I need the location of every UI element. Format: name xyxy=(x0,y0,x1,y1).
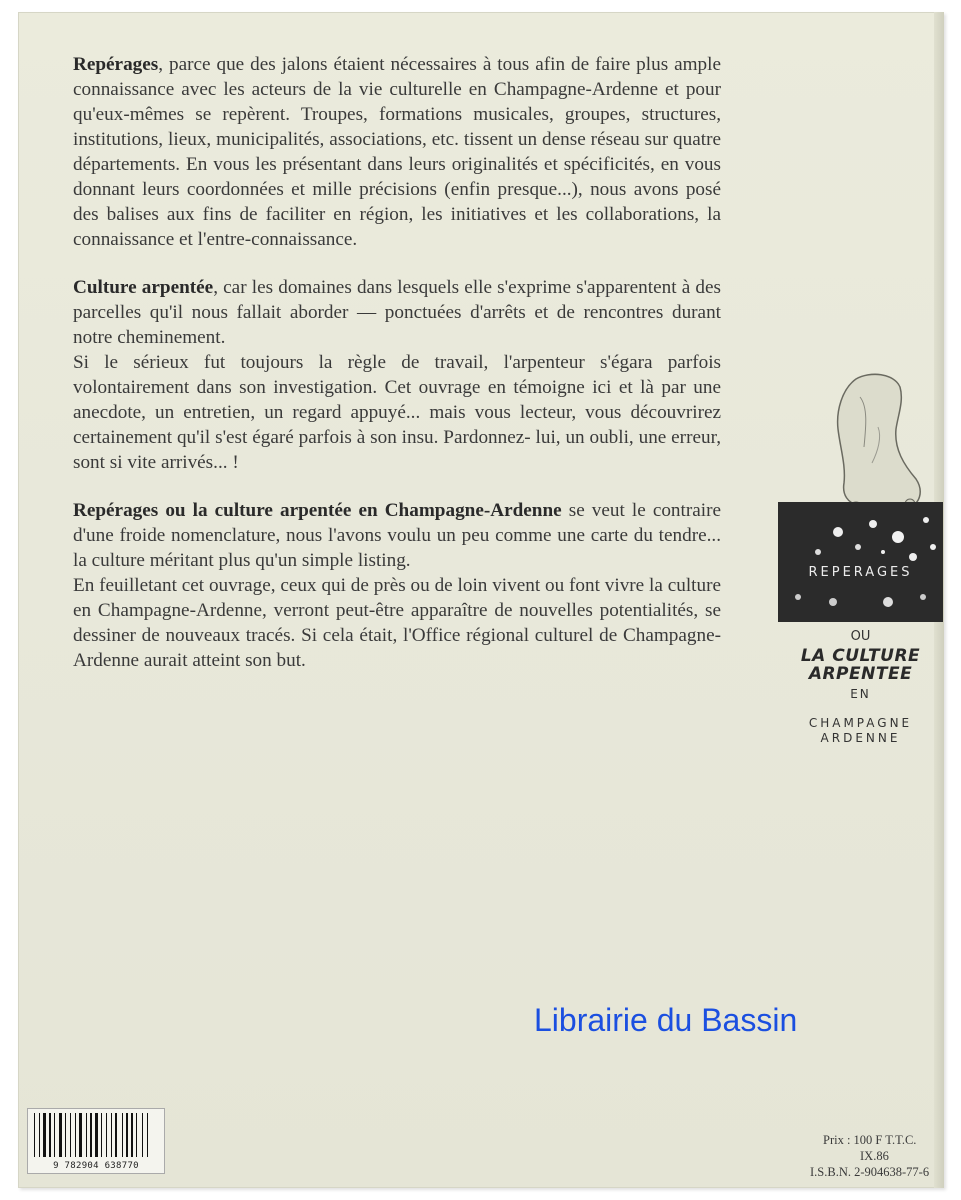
barcode-bar xyxy=(106,1113,107,1157)
barcode-bar xyxy=(54,1113,55,1157)
logo-culture-line2: ARPENTEE xyxy=(808,664,913,684)
barcode-bar xyxy=(49,1113,51,1157)
paragraph-closing: En feuilletant cet ouvrage, ceux qui de près ou de loin vivent ou font vivre la culture en Champagne-Ardenne, verront peut-être apparaître de nouvelles potentialités, se dessiner de nouveaux tracés. Si cela était, l'Office régional culturel de Champagne-Ardenne aurait atteint son but. xyxy=(73,575,721,671)
book-logo xyxy=(778,367,944,745)
barcode-bar xyxy=(111,1113,112,1157)
barcode-bar xyxy=(147,1113,148,1157)
price-isbn-block xyxy=(810,1132,950,1180)
barcode-bar xyxy=(39,1113,40,1157)
barcode-bar xyxy=(126,1113,128,1157)
logo-region-line1: CHAMPAGNE xyxy=(808,716,913,730)
isbn-line: I.S.B.N. 2-904638-77-6 xyxy=(810,1165,930,1179)
splatter-pattern xyxy=(778,502,943,622)
paragraph-reperages-body: , parce que des jalons étaient nécessaires à tous afin de faire plus ample connaissance avec les acteurs de la vie culturelle en Champagne-Ardenne et pour qu'eux-mêmes se repèrent. Troupes, formations musicales, groupes, structures, institutions, lieux, municipalités, associations, etc. tissent un dense réseau sur quatre départements. En vous les présentant dans leurs originalités et spécificités, en vous donnant leurs coordonnées et mille précisions (enfin presque...), nous avons posé des balises aux fins de faciliter en région, les initiatives et les collaborations, la connaissance et l'entre-connaissance. xyxy=(73,54,721,250)
price-line: Prix : 100 F T.T.C. xyxy=(823,1133,917,1147)
logo-region-line2: ARDENNE xyxy=(820,731,901,745)
barcode-bar xyxy=(95,1113,98,1157)
paragraph-title-statement-body: se veut le contraire d'une froide nomenclature, nous l'avons voulu un peu comme une carte du tendre... la culture méritant plus qu'un simple listing. xyxy=(73,500,721,571)
logo-en: EN xyxy=(850,687,871,701)
barcode-bar xyxy=(86,1113,87,1157)
barcode-bar xyxy=(90,1113,92,1157)
barcode-bar xyxy=(131,1113,133,1157)
barcode-bar xyxy=(43,1113,46,1157)
book-back-cover xyxy=(18,12,944,1188)
barcode-bar xyxy=(142,1113,143,1157)
logo-title: REPERAGES xyxy=(808,565,913,580)
lead-full-title: Repérages ou la culture arpentée en Champagne-Ardenne xyxy=(73,500,562,521)
logo-dark-block xyxy=(778,502,943,622)
lead-culture-arpentee: Culture arpentée xyxy=(73,277,214,298)
barcode xyxy=(27,1108,165,1174)
barcode-bar xyxy=(136,1113,137,1157)
logo-culture-arpentee xyxy=(778,647,943,683)
paragraph-culture-arpentee-body: , car les domaines dans lesquels elle s'exprime s'apparentent à des parcelles qu'il nous fallait aborder — ponctuées d'arrêts et de rencontres durant notre cheminement. xyxy=(73,277,721,348)
blurb-text xyxy=(73,52,721,696)
logo-region xyxy=(778,716,943,746)
barcode-number: 9 782904 638770 xyxy=(53,1161,139,1171)
logo-ou: OU xyxy=(850,629,871,644)
barcode-bar xyxy=(59,1113,62,1157)
date-code: IX.86 xyxy=(860,1149,889,1163)
barcode-bar xyxy=(79,1113,82,1157)
barcode-bar xyxy=(75,1113,76,1157)
paragraph-reperages xyxy=(73,52,721,252)
barcode-bar xyxy=(34,1113,35,1157)
lead-reperages: Repérages xyxy=(73,54,159,75)
logo-culture-line1: LA CULTURE xyxy=(800,646,921,666)
barcode-bars xyxy=(32,1113,160,1157)
barcode-bar xyxy=(122,1113,123,1157)
barcode-bar xyxy=(70,1113,71,1157)
paragraph-title-statement xyxy=(73,498,721,573)
barcode-bar xyxy=(65,1113,66,1157)
paragraph-culture-arpentee-continued: Si le sérieux fut toujours la règle de travail, l'arpenteur s'égara parfois volontairement dans son investigation. Cet ouvrage en témoigne ici et là par une anecdote, un entretien, un regard appuyé... mais vous lecteur, vous découvrirez certainement qu'il s'est égaré parfois à son insu. Pardonnez- lui, un oubli, une erreur, sont si vite arrivés... ! xyxy=(73,352,721,473)
barcode-bar xyxy=(101,1113,102,1157)
paragraph-culture-arpentee xyxy=(73,275,721,350)
bookseller-watermark: Librairie du Bassin xyxy=(534,1002,798,1038)
barcode-bar xyxy=(115,1113,117,1157)
